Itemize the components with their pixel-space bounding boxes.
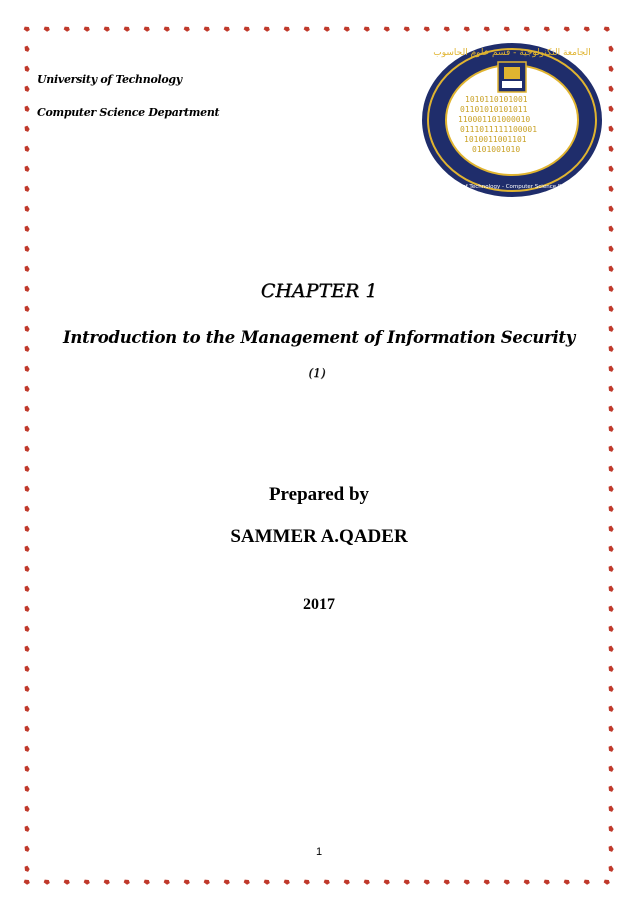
border-ornament [423, 26, 430, 33]
page-number: 1 [315, 846, 323, 858]
border-ornament [608, 425, 615, 432]
border-ornament [608, 625, 615, 632]
border-ornament [24, 785, 31, 792]
border-ornament [608, 865, 615, 872]
border-ornament [608, 225, 615, 232]
border-ornament [343, 879, 350, 886]
svg-text:0111011111100001: 0111011111100001 [460, 125, 538, 134]
logo-arabic-text: الجامعة التكنولوجية - قسم علوم الحاسوب [433, 48, 591, 58]
border-ornament [283, 879, 290, 886]
border-ornament [123, 879, 130, 886]
svg-text:0101001010: 0101001010 [472, 145, 521, 154]
border-ornament [463, 26, 470, 33]
border-ornament [23, 879, 30, 886]
border-ornament [563, 26, 570, 33]
border-ornament [608, 665, 615, 672]
border-ornament [24, 205, 31, 212]
border-ornament [443, 26, 450, 33]
border-ornament [24, 45, 31, 52]
border-ornament [24, 765, 31, 772]
border-ornament [24, 85, 31, 92]
border-ornament [243, 26, 250, 33]
border-ornament [24, 105, 31, 112]
border-ornament [608, 105, 615, 112]
border-ornament [223, 26, 230, 33]
border-ornament [24, 425, 31, 432]
border-ornament [608, 305, 615, 312]
border-ornament [24, 805, 31, 812]
border-ornament [263, 879, 270, 886]
border-ornament [603, 879, 610, 886]
border-ornament [24, 705, 31, 712]
border-ornament [323, 879, 330, 886]
border-ornament [403, 26, 410, 33]
border-ornament [24, 745, 31, 752]
border-ornament [503, 26, 510, 33]
border-ornament [608, 565, 615, 572]
border-ornament [423, 879, 430, 886]
border-ornament [83, 879, 90, 886]
border-ornament [608, 765, 615, 772]
border-ornament [223, 879, 230, 886]
border-ornament [43, 26, 50, 33]
border-ornament [24, 665, 31, 672]
border-ornament [583, 26, 590, 33]
border-ornament [24, 625, 31, 632]
border-ornament [608, 585, 615, 592]
border-ornament [608, 445, 615, 452]
part-number: (1) [308, 366, 326, 380]
border-ornament [103, 26, 110, 33]
border-ornament [24, 865, 31, 872]
border-ornament [143, 26, 150, 33]
border-ornament [523, 26, 530, 33]
border-ornament [323, 26, 330, 33]
border-ornament [608, 185, 615, 192]
border-ornament [583, 879, 590, 886]
border-ornament [24, 565, 31, 572]
border-ornament [608, 745, 615, 752]
author-name: SAMMER A.QADER [230, 526, 408, 547]
border-ornament [283, 26, 290, 33]
border-ornament [24, 165, 31, 172]
border-ornament [363, 26, 370, 33]
svg-text:110001101000010: 110001101000010 [458, 115, 531, 124]
border-ornament [608, 685, 615, 692]
border-ornament [483, 26, 490, 33]
department-name: Computer Science Department [37, 106, 220, 119]
border-ornament [608, 705, 615, 712]
border-ornament [563, 879, 570, 886]
svg-text:1010011001101: 1010011001101 [464, 135, 527, 144]
prepared-by-label: Prepared by [268, 484, 370, 505]
border-ornament [608, 825, 615, 832]
border-ornament [383, 26, 390, 33]
logo-english-text: University of Technology - Computer Science Department [432, 184, 592, 190]
chapter-subtitle: Introduction to the Management of Information Security [62, 328, 576, 347]
border-ornament [403, 879, 410, 886]
border-ornament [608, 45, 615, 52]
border-ornament [523, 879, 530, 886]
border-ornament [24, 725, 31, 732]
border-ornament [24, 225, 31, 232]
border-ornament [303, 879, 310, 886]
border-ornament [24, 385, 31, 392]
border-ornament [24, 445, 31, 452]
border-ornament [24, 505, 31, 512]
border-ornament [24, 585, 31, 592]
border-ornament [603, 26, 610, 33]
border-ornament [24, 65, 31, 72]
border-ornament [303, 26, 310, 33]
border-ornament [483, 879, 490, 886]
border-ornament [83, 26, 90, 33]
border-ornament [183, 26, 190, 33]
border-ornament [608, 805, 615, 812]
border-ornament [103, 879, 110, 886]
border-ornament [608, 145, 615, 152]
border-ornament [24, 145, 31, 152]
border-ornament [608, 465, 615, 472]
border-ornament [263, 26, 270, 33]
border-ornament [608, 205, 615, 212]
border-ornament [203, 26, 210, 33]
border-ornament [143, 879, 150, 886]
border-ornament [608, 725, 615, 732]
university-logo [420, 40, 605, 200]
chapter-heading: CHAPTER 1 [260, 280, 378, 302]
border-ornament [24, 265, 31, 272]
border-ornament [123, 26, 130, 33]
border-ornament [24, 645, 31, 652]
border-ornament [608, 265, 615, 272]
border-ornament [343, 26, 350, 33]
border-ornament [43, 879, 50, 886]
border-ornament [24, 685, 31, 692]
border-ornament [63, 879, 70, 886]
border-ornament [24, 405, 31, 412]
border-ornament [24, 305, 31, 312]
border-ornament [608, 385, 615, 392]
border-ornament [23, 26, 30, 33]
border-ornament [608, 785, 615, 792]
border-ornament [608, 65, 615, 72]
border-ornament [203, 879, 210, 886]
border-ornament [608, 245, 615, 252]
border-ornament [608, 165, 615, 172]
border-ornament [608, 505, 615, 512]
border-ornament [24, 825, 31, 832]
border-ornament [463, 879, 470, 886]
border-ornament [608, 125, 615, 132]
border-ornament [503, 879, 510, 886]
university-name: University of Technology [37, 73, 182, 86]
border-ornament [63, 26, 70, 33]
border-ornament [363, 879, 370, 886]
border-ornament [608, 405, 615, 412]
border-ornament [608, 645, 615, 652]
border-ornament [24, 125, 31, 132]
border-ornament [163, 879, 170, 886]
border-ornament [543, 26, 550, 33]
border-ornament [608, 85, 615, 92]
border-ornament [383, 879, 390, 886]
border-ornament [543, 879, 550, 886]
border-ornament [163, 26, 170, 33]
border-ornament [24, 245, 31, 252]
border-ornament [24, 465, 31, 472]
border-ornament [183, 879, 190, 886]
svg-text:1010110101001: 1010110101001 [465, 95, 528, 104]
border-ornament [24, 185, 31, 192]
svg-text:01101010101011: 01101010101011 [460, 105, 528, 114]
border-ornament [443, 879, 450, 886]
publication-year: 2017 [303, 596, 335, 613]
border-ornament [243, 879, 250, 886]
